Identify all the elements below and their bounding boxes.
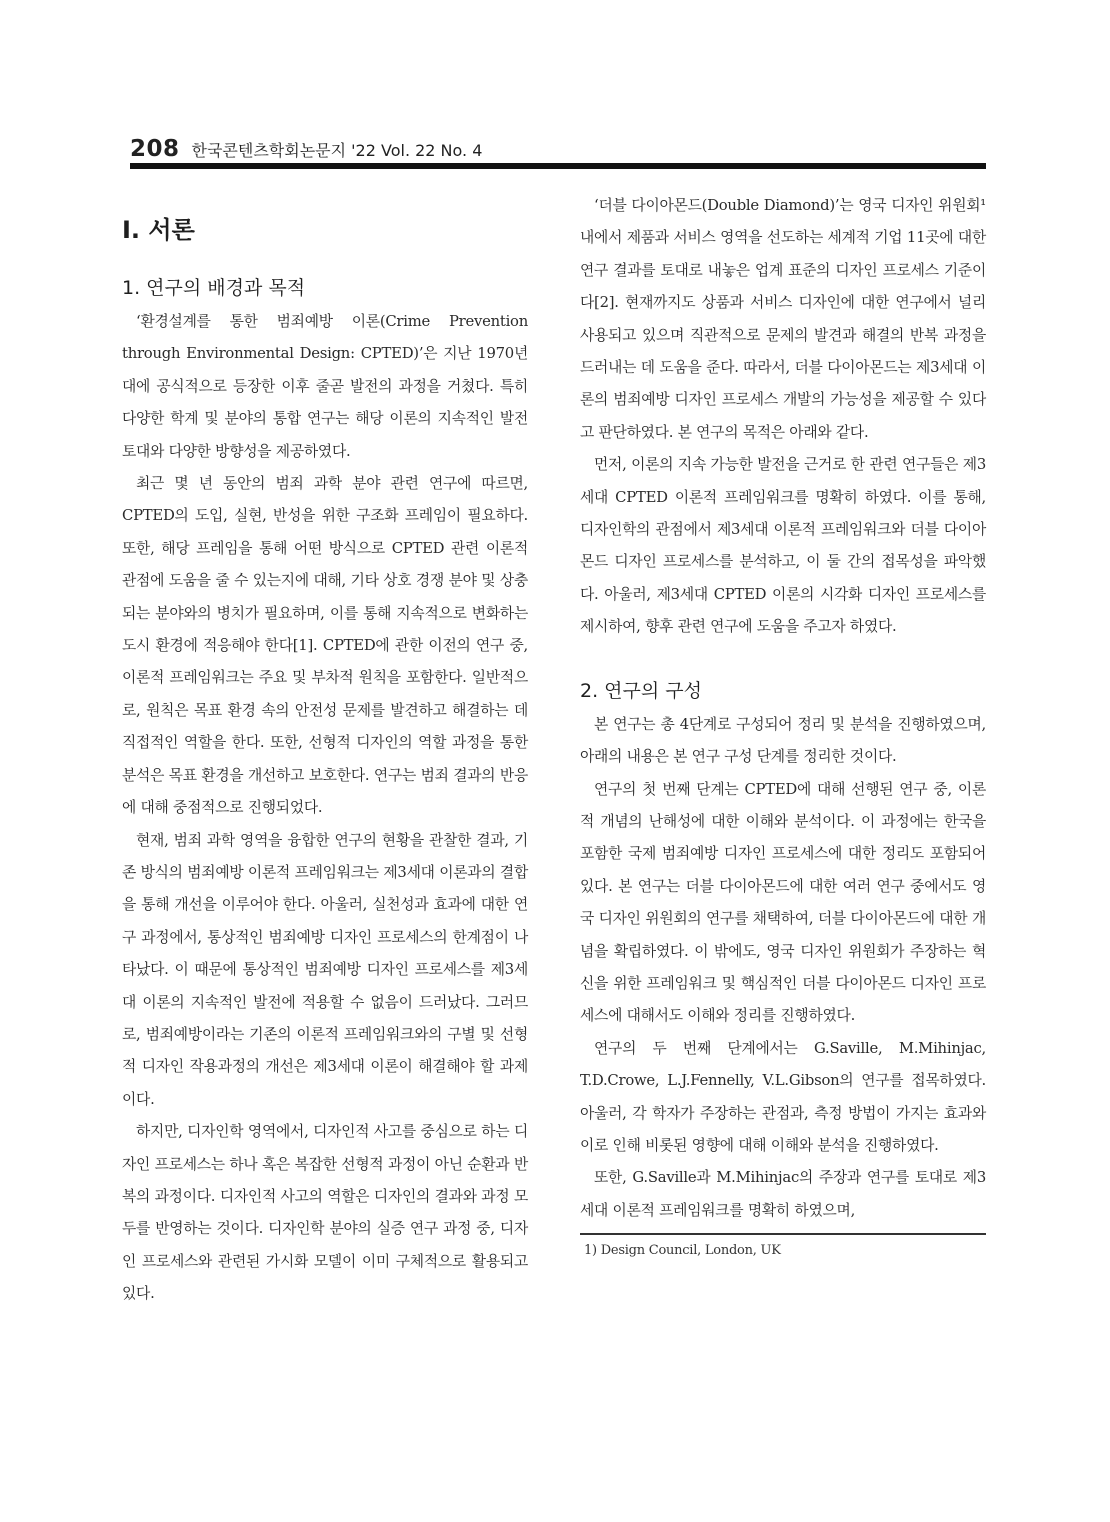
body-paragraph: 또한, G.Saville과 M.Mihinjac의 주장과 연구를 토대로 제3세대 이론적 프레임워크를 명확히 하였으며, <box>580 1169 986 1219</box>
subsection-title-structure: 2. 연구의 구성 <box>580 679 702 702</box>
left-column <box>122 190 528 1311</box>
subsection-title-background: 1. 연구의 배경과 목적 <box>122 277 306 299</box>
body-paragraph: 연구의 두 번째 단계에서는 G.Saville, M.Mihinjac, T.D.Crowe, L.J.Fennelly, V.L.Gibson의 연구를 접목하였다. 아울러, 각 학자가 주장하는 관점과, 측정 방법이 가지는 효과와 이로 인해 비롯된 영향에 대해 이해와 분석을 진행하였다. <box>580 1039 986 1154</box>
footnote-rule <box>580 1233 986 1235</box>
body-paragraph: 본 연구는 총 4단계로 구성되어 정리 및 분석을 진행하였으며, 아래의 내용은 본 연구 구성 단계를 정리한 것이다. <box>580 715 986 766</box>
body-paragraph: 최근 몇 년 동안의 범죄 과학 분야 관련 연구에 따르면, CPTED의 도입, 실현, 반성을 위한 구조화 프레임이 필요하다. 또한, 해당 프레임을 통해 어떤 방식으로 CPTED 관련 이론적 관점에 도움을 줄 수 있는지에 대해, 기타 상호 경쟁 분야 및 상충되는 분야와의 병치가 필요하며, 이를 통해 지속적으로 변화하는 도시 환경에 적응해야 한다[1]. CPTED에 관한 이전의 연구 중, 이론적 프레임워크는 주요 및 부차적 원칙을 포함한다. 일반적으로, 원칙은 목표 환경 속의 안전성 문제를 발견하고 해결하는 데 직접적인 역할을 한다. 또한, 선형적 디자인의 역할 과정을 통한 분석은 목표 환경을 개선하고 보호한다. 연구는 범죄 결과의 반응에 대해 중점적으로 진행되었다. <box>122 475 528 817</box>
right-column <box>580 190 986 1263</box>
running-header <box>130 136 986 162</box>
journal-title: 한국콘텐츠학회논문지 '22 Vol. 22 No. 4 <box>191 141 483 160</box>
body-paragraph: 연구의 첫 번째 단계는 CPTED에 대해 선행된 연구 중, 이론적 개념의 난해성에 대한 이해와 분석이다. 이 과정에는 한국을 포함한 국제 범죄예방 디자인 프로세스에 대한 정리도 포함되어 있다. 본 연구는 더블 다이아몬드에 대한 여러 연구 중에서도 영국 디자인 위원회의 연구를 채택하여, 더블 다이아몬드에 대한 개념을 확립하였다. 이 밖에도, 영국 디자인 위원회가 주장하는 혁신을 위한 프레임워크 및 핵심적인 더블 다이아몬드 디자인 프로세스에 대해서도 이해와 정리를 진행하였다. <box>580 780 986 1025</box>
body-paragraph: ‘환경설계를 통한 범죄예방 이론(Crime Prevention through Environmental Design: CPTED)’은 지난 1970년대에 공식적으로 등장한 이후 줄곧 발전의 과정을 거쳤다. 특히 다양한 학계 및 분야의 통합 연구는 해당 이론의 지속적인 발전 토대와 다양한 방향성을 제공하였다. <box>122 313 528 460</box>
body-paragraph: 먼저, 이론의 지속 가능한 발전을 근거로 한 관련 연구들은 제3세대 CPTED 이론적 프레임워크를 명확히 하였다. 이를 통해, 디자인학의 관점에서 제3세대 이론적 프레임워크와 더블 다이아몬드 디자인 프로세스를 분석하고, 이 둘 간의 접목성을 파악했다. 아울러, 제3세대 CPTED 이론의 시각화 디자인 프로세스를 제시하여, 향후 관련 연구에 도움을 주고자 하였다. <box>580 456 986 636</box>
body-paragraph: ‘더블 다이아몬드(Double Diamond)’는 영국 디자인 위원회¹ 내에서 제품과 서비스 영역을 선도하는 세계적 기업 11곳에 대한 연구 결과를 토대로 내놓은 업계 표준의 디자인 프로세스 기준이다[2]. 현재까지도 상품과 서비스 디자인에 대한 연구에서 널리 사용되고 있으며 직관적으로 문제의 발견과 해결의 반복 과정을 드러내는 데 도움을 준다. 따라서, 더블 다이아몬드는 제3세대 이론의 범죄예방 디자인 프로세스 개발의 가능성을 제공할 수 있다고 판단하였다. 본 연구의 목적은 아래와 같다. <box>580 197 986 441</box>
footnote: 1) Design Council, London, UK <box>584 1243 781 1259</box>
body-paragraph: 하지만, 디자인학 영역에서, 디자인적 사고를 중심으로 하는 디자인 프로세스는 하나 혹은 복잡한 선형적 과정이 아닌 순환과 반복의 과정이다. 디자인적 사고의 역할은 디자인의 결과와 과정 모두를 반영하는 것이다. 디자인학 분야의 실증 연구 과정 중, 디자인 프로세스와 관련된 가시화 모델이 이미 구체적으로 활용되고 있다. <box>122 1123 528 1303</box>
page-number: 208 <box>130 136 180 162</box>
section-title: I. 서론 <box>122 216 195 244</box>
body-paragraph: 현재, 범죄 과학 영역을 융합한 연구의 현황을 관찰한 결과, 기존 방식의 범죄예방 이론적 프레임워크는 제3세대 이론과의 결합을 통해 개선을 이루어야 한다. 아울러, 실천성과 효과에 대한 연구 과정에서, 통상적인 범죄예방 디자인 프로세스의 한계점이 나타났다. 이 때문에 통상적인 범죄예방 디자인 프로세스를 제3세대 이론의 지속적인 발전에 적용할 수 없음이 드러났다. 그러므로, 범죄예방이라는 기존의 이론적 프레임워크와의 구별 및 선형적 디자인 작용과정의 개선은 제3세대 이론이 해결해야 할 과제이다. <box>122 831 528 1108</box>
header-rule <box>130 163 986 169</box>
